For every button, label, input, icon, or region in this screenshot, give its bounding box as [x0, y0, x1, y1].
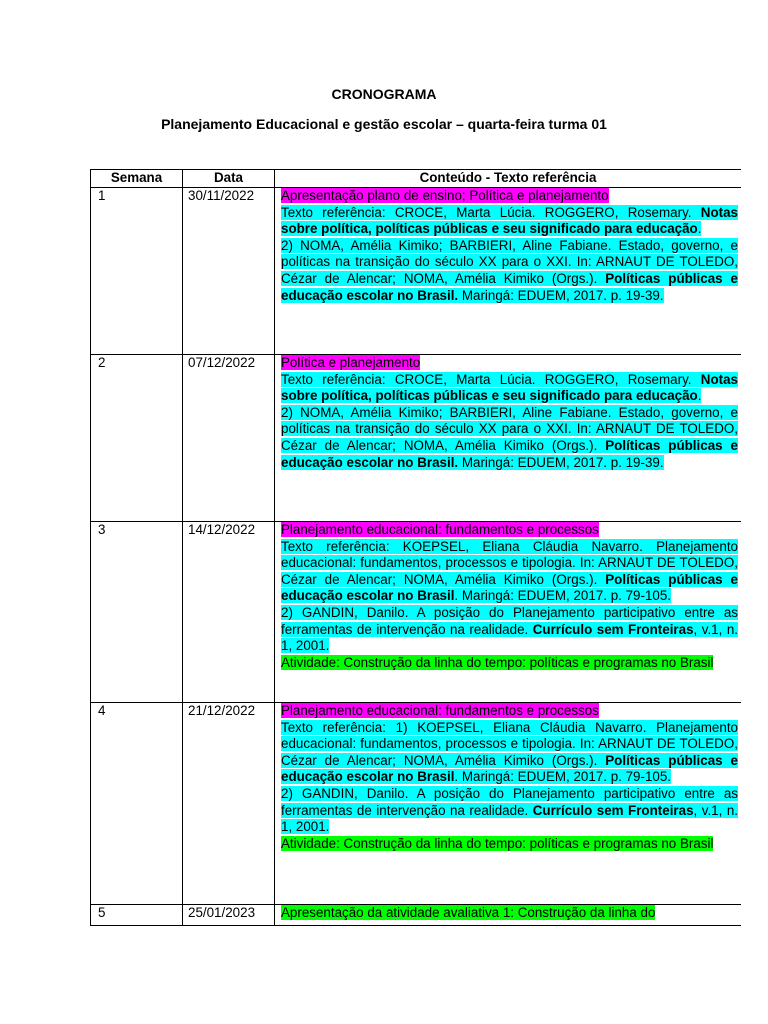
bold-reference-text: Políticas públicas e educação escolar no Brasil.	[281, 270, 738, 303]
reference-text: .	[697, 221, 702, 237]
content-paragraph	[281, 905, 738, 922]
table-row	[91, 355, 742, 522]
reference-text: Maringá: EDUEM, 2017. p. 19-39.	[458, 287, 664, 303]
schedule-table-container	[90, 169, 741, 926]
document-title: CRONOGRAMA	[331, 86, 437, 102]
reference-text: 2) NOMA, Amélia Kimiko; BARBIERI, Aline Fabiane. Estado, governo, e políticas na transição do século XX para o XXI. In: ARNAUT DE TOLEDO, Cézar de Alencar; NOMA, Amélia Kimiko (Orgs.).	[281, 404, 738, 453]
conteudo-cell	[275, 522, 742, 703]
content-paragraph	[281, 188, 738, 205]
semana-cell: 4	[91, 703, 183, 905]
semana-cell: 3	[91, 522, 183, 703]
conteudo-cell	[275, 355, 742, 522]
conteudo-cell	[275, 905, 742, 927]
bold-reference-text: Notas sobre política, políticas públicas e seu significado para educação	[281, 204, 738, 237]
header-data: Data	[183, 170, 275, 188]
header-conteudo: Conteúdo - Texto referência	[275, 170, 742, 188]
content-paragraph	[281, 605, 738, 655]
table-row	[91, 905, 742, 927]
reference-text: 2) GANDIN, Danilo. A posição do Planejamento participativo entre as ferramentas de intervenção na realidade.	[281, 785, 738, 818]
conteudo-cell	[275, 188, 742, 355]
data-cell: 25/01/2023	[183, 905, 275, 927]
reference-text: Atividade: Construção da linha do tempo: políticas e programas no Brasil	[281, 654, 714, 670]
table-row	[91, 522, 742, 703]
table-body	[91, 188, 742, 927]
bold-reference-text: Currículo sem Fronteiras	[532, 802, 694, 818]
reference-text: Maringá: EDUEM, 2017. p. 19-39.	[458, 454, 664, 470]
header-semana: Semana	[91, 170, 183, 188]
reference-text: , v.1, n. 1, 2001.	[281, 802, 738, 835]
reference-text: Planejamento educacional: fundamentos e processos	[281, 522, 599, 537]
data-cell: 30/11/2022	[183, 188, 275, 355]
reference-text: . Maringá: EDUEM, 2017. p. 79-105.	[454, 769, 672, 785]
data-cell: 07/12/2022	[183, 355, 275, 522]
reference-text: Texto referência: CROCE, Marta Lúcia. ROGGERO, Rosemary.	[281, 204, 701, 220]
reference-text: 2) NOMA, Amélia Kimiko; BARBIERI, Aline Fabiane. Estado, governo, e políticas na transição do século XX para o XXI. In: ARNAUT DE TOLEDO, Cézar de Alencar; NOMA, Amélia Kimiko (Orgs.).	[281, 237, 738, 286]
table-row	[91, 703, 742, 905]
table-header-row	[91, 170, 742, 188]
content-paragraph	[281, 720, 738, 786]
content-paragraph	[281, 522, 738, 539]
schedule-table	[90, 169, 741, 926]
reference-text: Apresentação plano de ensino; Política e planejamento	[281, 188, 609, 203]
document-subtitle: Planejamento Educacional e gestão escolar – quarta-feira turma 01	[161, 116, 607, 132]
content-paragraph	[281, 372, 738, 405]
reference-text: Texto referência: 1) KOEPSEL, Eliana Cláudia Navarro. Planejamento educacional: fundamentos, processos e tipologia. In: ARNAUT DE TOLEDO, Cézar de Alencar; NOMA, Amélia Kimiko (Orgs.).	[281, 719, 738, 768]
reference-text: 2) GANDIN, Danilo. A posição do Planejamento participativo entre as ferramentas de intervenção na realidade.	[281, 604, 738, 637]
reference-text: Texto referência: CROCE, Marta Lúcia. ROGGERO, Rosemary.	[281, 371, 701, 387]
content-paragraph	[281, 238, 738, 304]
content-paragraph	[281, 786, 738, 836]
reference-text: Texto referência: KOEPSEL, Eliana Cláudia Navarro. Planejamento educacional: fundamentos, processos e tipologia. In: ARNAUT DE TOLEDO, Cézar de Alencar; NOMA, Amélia Kimiko (Orgs.).	[281, 538, 738, 587]
bold-reference-text: Currículo sem Fronteiras	[532, 621, 694, 637]
bold-reference-text: Políticas públicas e educação escolar no Brasil.	[281, 437, 738, 470]
content-paragraph	[281, 205, 738, 238]
content-paragraph	[281, 703, 738, 720]
reference-text: Apresentação da atividade avaliativa 1: Construção da linha do	[281, 905, 656, 920]
reference-text: Política e planejamento	[281, 355, 421, 370]
semana-cell: 5	[91, 905, 183, 927]
data-cell: 14/12/2022	[183, 522, 275, 703]
content-paragraph	[281, 655, 738, 672]
bold-reference-text: Políticas públicas e educação escolar no Brasil	[281, 752, 738, 785]
reference-text: Atividade: Construção da linha do tempo: políticas e programas no Brasil	[281, 835, 714, 851]
table-row	[91, 188, 742, 355]
bold-reference-text: Políticas públicas e educação escolar no Brasil	[281, 571, 738, 604]
reference-text: Planejamento educacional: fundamentos e processos	[281, 703, 599, 718]
content-paragraph	[281, 405, 738, 471]
data-cell: 21/12/2022	[183, 703, 275, 905]
reference-text: , v.1, n. 1, 2001.	[281, 621, 738, 654]
content-paragraph	[281, 836, 738, 853]
semana-cell: 2	[91, 355, 183, 522]
semana-cell: 1	[91, 188, 183, 355]
reference-text: .	[697, 388, 702, 404]
content-paragraph	[281, 355, 738, 372]
reference-text: . Maringá: EDUEM, 2017. p. 79-105.	[454, 588, 672, 604]
bold-reference-text: Notas sobre política, políticas públicas e seu significado para educação	[281, 371, 738, 404]
content-paragraph	[281, 539, 738, 605]
conteudo-cell	[275, 703, 742, 905]
